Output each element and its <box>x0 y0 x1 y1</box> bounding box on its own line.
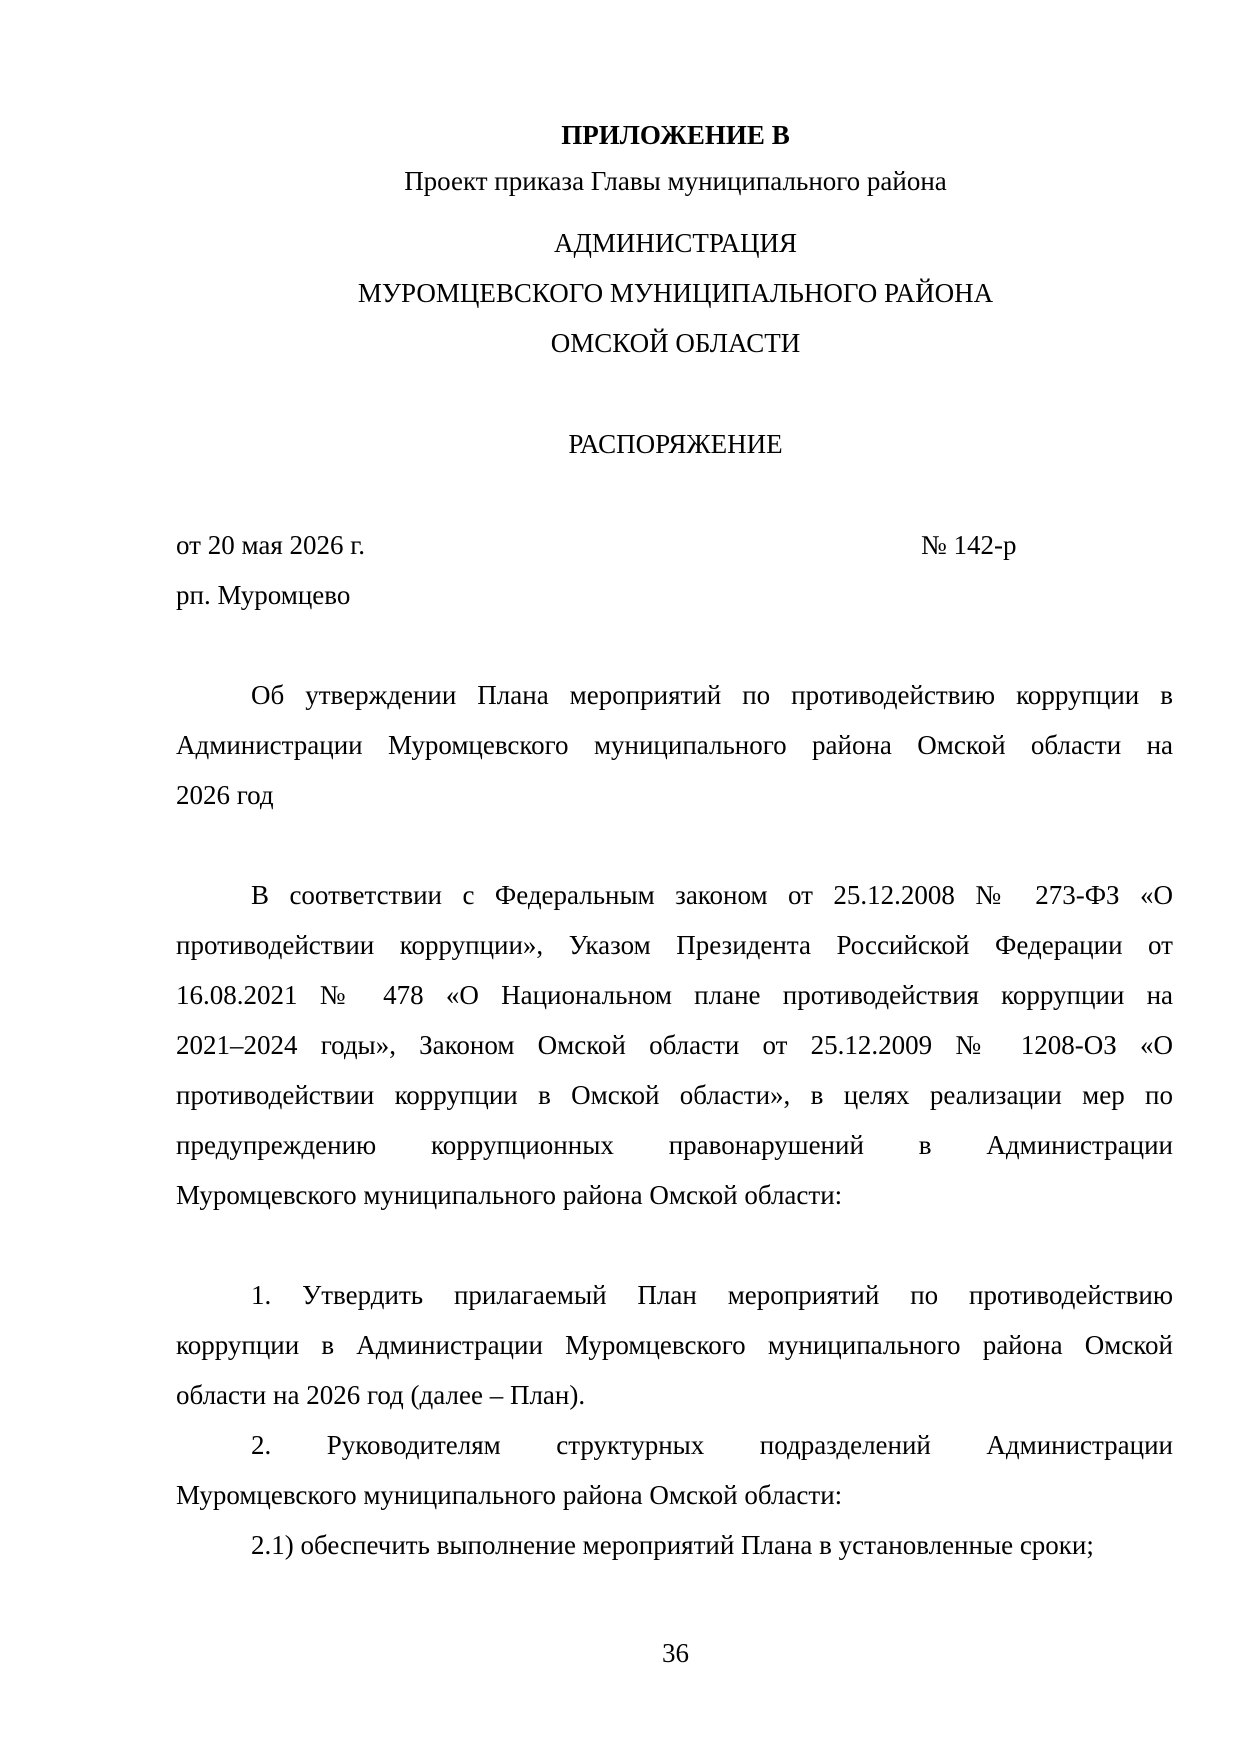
order-items <box>176 1270 1173 1570</box>
preamble-line: противодействии коррупции в Омской области», в целях реализации мер по <box>176 1080 1173 1110</box>
document-date: от 20 мая 2026 г. <box>176 530 366 560</box>
preamble-paragraph <box>176 870 1173 1220</box>
document-type-heading: РАСПОРЯЖЕНИЕ <box>568 429 783 459</box>
organization-name-line-2: МУРОМЦЕВСКОГО МУНИЦИПАЛЬНОГО РАЙОНА <box>357 278 994 308</box>
page-number: 36 <box>662 1638 689 1668</box>
item-2-line: Муромцевского муниципального района Омской области: <box>176 1480 843 1510</box>
document-number: № 142-р <box>921 530 1017 560</box>
preamble-line: Муромцевского муниципального района Омской области: <box>176 1180 843 1210</box>
preamble-line: 2021–2024 годы», Законом Омской области от 25.12.2009 № 1208-ОЗ «О <box>176 1030 1173 1060</box>
preamble-line: В соответствии с Федеральным законом от 25.12.2008 № 273-ФЗ «О <box>251 880 1173 910</box>
item-1-line: 1. Утвердить прилагаемый План мероприятий по противодействию <box>251 1280 1173 1310</box>
topic-line: Администрации Муромцевского муниципального района Омской области на <box>176 730 1173 760</box>
document-place: рп. Муромцево <box>176 580 351 610</box>
preamble-line: предупреждению коррупционных правонарушений в Администрации <box>176 1130 1173 1160</box>
appendix-subtitle: Проект приказа Главы муниципального района <box>404 166 947 196</box>
item-2-1-line: 2.1) обеспечить выполнение мероприятий Плана в установленные сроки; <box>251 1530 1094 1560</box>
document-topic <box>176 670 1173 820</box>
topic-line: 2026 год <box>176 780 274 810</box>
item-1-line: коррупции в Администрации Муромцевского муниципального района Омской <box>176 1330 1173 1360</box>
topic-line: Об утверждении Плана мероприятий по противодействию коррупции в <box>251 680 1173 710</box>
appendix-title: ПРИЛОЖЕНИЕ В <box>561 120 790 150</box>
organization-name-line-1: АДМИНИСТРАЦИЯ <box>554 228 797 258</box>
item-1-line: области на 2026 год (далее – План). <box>176 1380 586 1410</box>
organization-name-line-3: ОМСКОЙ ОБЛАСТИ <box>550 328 801 358</box>
item-2-line: 2. Руководителям структурных подразделений Администрации <box>251 1430 1173 1460</box>
preamble-line: 16.08.2021 № 478 «О Национальном плане противодействия коррупции на <box>176 980 1173 1010</box>
preamble-line: противодействии коррупции», Указом Президента Российской Федерации от <box>176 930 1173 960</box>
